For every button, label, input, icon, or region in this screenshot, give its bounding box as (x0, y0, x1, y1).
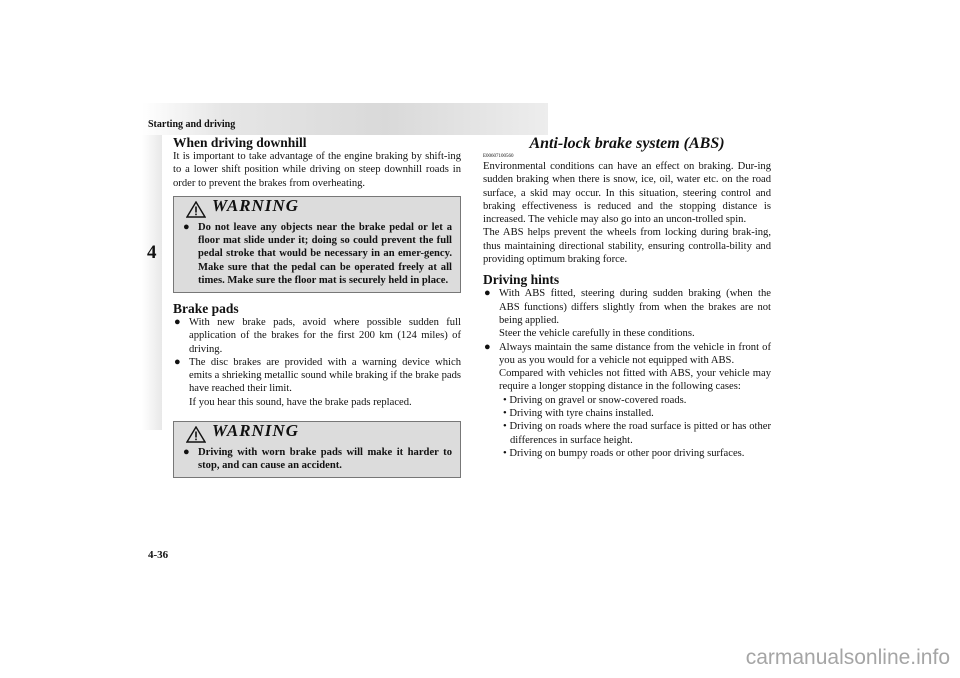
warning-triangle-icon (186, 426, 206, 443)
left-column (173, 135, 461, 486)
right-column (483, 135, 771, 460)
bullet-icon: ● (174, 315, 181, 328)
bullet-icon: ● (484, 287, 491, 300)
warning-label: WARNING (212, 195, 299, 215)
page-number: 4-36 (148, 549, 169, 561)
list-item (483, 341, 771, 461)
warning-label: WARNING (212, 420, 299, 440)
warning-header (182, 420, 452, 446)
bullet-icon: ● (183, 220, 190, 233)
warning-box-floor-mat (173, 196, 461, 293)
chapter-tab (142, 135, 162, 430)
warning-item (182, 221, 452, 287)
hints-bullet-1: With ABS fitted, steering during sudden braking (when the ABS functions) differs slightly from when the brakes are not being applied. (499, 288, 771, 326)
chapter-number: 4 (147, 242, 157, 263)
list-item (173, 316, 461, 356)
abs-title: Anti-lock brake system (ABS) (529, 135, 725, 152)
driving-hints-heading: Driving hints (483, 272, 560, 288)
hints-bullet-2: Always maintain the same distance from the vehicle in front of you as you would for a vehicle not equipped with ABS. (499, 341, 771, 366)
watermark: carmanualsonline.info (745, 646, 950, 669)
abs-para-1: Environmental conditions can have an effect on braking. Dur-ing sudden braking when there is snow, ice, oil, water etc. on the road surface, a skid may occur. In this situation, steering control and braking effectiveness is reduced and the stopping distance is increased. The vehicle may also go into an uncon-trolled spin. (483, 161, 771, 226)
downhill-text: It is important to take advantage of the engine braking by shift-ing to a lower shift position while driving on steep downhill roads in order to prevent the brakes from overheating. (173, 151, 461, 189)
reference-code: E00607100560 (483, 154, 514, 159)
case-item: • Driving with tyre chains installed. (503, 408, 654, 420)
warning-item (182, 446, 452, 472)
brake-pads-bullet-2-note: If you hear this sound, have the brake pads replaced. (189, 396, 412, 408)
hints-bullet-2-note: Compared with vehicles not fitted with ABS, your vehicle may require a longer stopping distance in the following cases: (499, 368, 771, 393)
section-title: Starting and driving (148, 119, 236, 130)
brake-pads-bullet-1: With new brake pads, avoid where possible sudden full application of the brakes for the first 200 km (124 miles) of driving. (189, 316, 461, 355)
downhill-heading: When driving downhill (173, 135, 307, 150)
warning-text: Driving with worn brake pads will make it harder to stop, and can cause an accident. (198, 446, 452, 472)
abs-para-2: The ABS helps prevent the wheels from locking during brak-ing, thus maintaining directional stability, ensuring controlla-bility and providing optimum braking force. (483, 227, 771, 266)
case-item: • Driving on roads where the road surface is pitted or has other differences in surface height. (503, 421, 771, 446)
warning-text: Do not leave any objects near the brake pedal or let a floor mat slide under it; doing so could prevent the full pedal stroke that would be necessary in an emer-gency. Make sure that the pedal can be operated freely at all times. Make sure the floor mat is securely held in place. (198, 221, 452, 286)
warning-box-worn-pads (173, 421, 461, 478)
list-item (173, 356, 461, 409)
warning-header (182, 195, 452, 221)
case-item: • Driving on gravel or snow-covered roads. (503, 394, 687, 406)
case-item: • Driving on bumpy roads or other poor driving surfaces. (503, 447, 745, 459)
bullet-icon: ● (174, 355, 181, 368)
warning-triangle-icon (186, 201, 206, 218)
brake-pads-bullet-2: The disc brakes are provided with a warning device which emits a shrieking metallic sound while braking if the brake pads have reached their limit. (189, 356, 461, 395)
brake-pads-heading: Brake pads (173, 300, 239, 316)
bullet-icon: ● (183, 445, 190, 458)
hints-bullet-1-note: Steer the vehicle carefully in these conditions. (499, 328, 695, 340)
bullet-icon: ● (484, 340, 491, 353)
list-item (483, 287, 771, 340)
cases-list (499, 394, 771, 460)
